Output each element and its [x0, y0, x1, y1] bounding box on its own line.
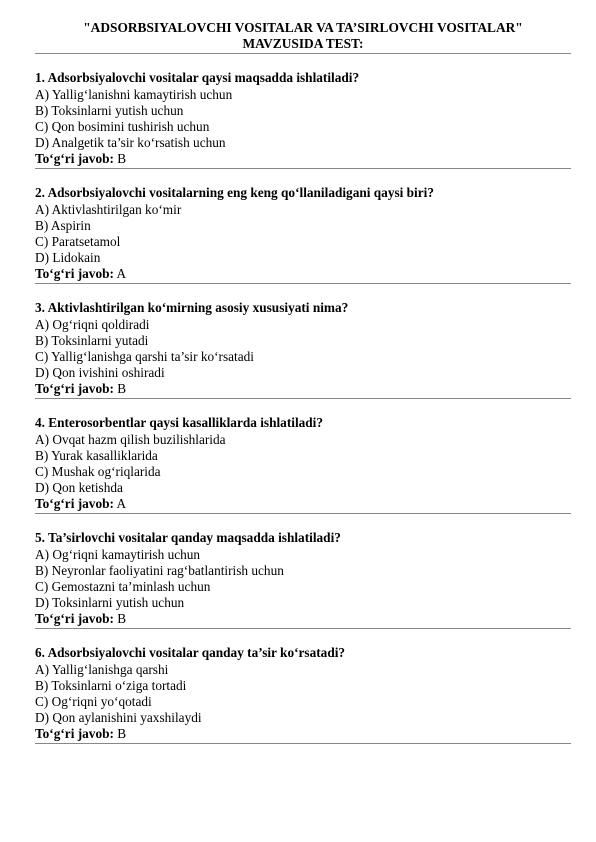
question-block-6 [35, 645, 571, 744]
option-a: A) Og‘riqni qoldiradi [35, 317, 150, 332]
answer-label: To‘g‘ri javob: [35, 151, 114, 166]
option-b: B) Neyronlar faoliyatini rag‘batlantirish uchun [35, 563, 284, 578]
answer-value: B [117, 381, 127, 396]
option-a: A) Ovqat hazm qilish buzilishlarida [35, 432, 226, 447]
correct-answer [35, 381, 571, 397]
answer-value: B [117, 726, 127, 741]
correct-answer [35, 151, 571, 167]
answer-value: B [117, 611, 127, 626]
option-d: D) Analgetik ta’sir ko‘rsatish uchun [35, 135, 226, 150]
document-title [35, 20, 571, 54]
answer-label: To‘g‘ri javob: [35, 266, 114, 281]
title-line-1: "ADSORBSIYALOVCHI VOSITALAR VA TA’SIRLOVCHI VOSITALAR" [83, 20, 523, 35]
title-line-2: MAVZUSIDA TEST: [242, 36, 364, 51]
option-a: A) Og‘riqni kamaytirish uchun [35, 547, 201, 562]
answer-label: To‘g‘ri javob: [35, 496, 114, 511]
correct-answer [35, 266, 571, 282]
option-b: B) Toksinlarni yutish uchun [35, 103, 184, 118]
answer-value: A [116, 496, 127, 511]
question-text: 2. Adsorbsiyalovchi vositalarning eng keng qo‘llaniladigani qaysi biri? [35, 185, 434, 200]
option-d: D) Qon ketishda [35, 480, 123, 495]
answer-label: To‘g‘ri javob: [35, 726, 114, 741]
option-a: A) Yallig‘lanishni kamaytirish uchun [35, 87, 233, 102]
option-b: B) Yurak kasalliklarida [35, 448, 158, 463]
option-d: D) Qon ivishini oshiradi [35, 365, 165, 380]
option-c: C) Mushak og‘riqlarida [35, 464, 161, 479]
option-b: B) Toksinlarni yutadi [35, 333, 149, 348]
question-block-3 [35, 300, 571, 399]
option-d: D) Lidokain [35, 250, 101, 265]
question-text: 4. Enterosorbentlar qaysi kasalliklarda ishlatiladi? [35, 415, 324, 430]
option-b: B) Toksinlarni o‘ziga tortadi [35, 678, 187, 693]
option-d: D) Qon aylanishini yaxshilaydi [35, 710, 202, 725]
answer-label: To‘g‘ri javob: [35, 381, 114, 396]
question-block-4 [35, 415, 571, 514]
correct-answer [35, 496, 571, 512]
option-b: B) Aspirin [35, 218, 91, 233]
correct-answer [35, 611, 571, 627]
question-block-5 [35, 530, 571, 629]
option-c: C) Qon bosimini tushirish uchun [35, 119, 210, 134]
question-text: 1. Adsorbsiyalovchi vositalar qaysi maqsadda ishlatiladi? [35, 70, 360, 85]
question-block-1 [35, 70, 571, 169]
answer-label: To‘g‘ri javob: [35, 611, 114, 626]
option-c: C) Gemostazni ta’minlash uchun [35, 579, 211, 594]
option-c: C) Yallig‘lanishga qarshi ta’sir ko‘rsatadi [35, 349, 254, 364]
question-block-2 [35, 185, 571, 284]
option-c: C) Paratsetamol [35, 234, 121, 249]
answer-value: B [117, 151, 127, 166]
question-text: 5. Ta’sirlovchi vositalar qanday maqsadda ishlatiladi? [35, 530, 341, 545]
answer-value: A [116, 266, 127, 281]
option-d: D) Toksinlarni yutish uchun [35, 595, 185, 610]
correct-answer [35, 726, 571, 742]
option-a: A) Yallig‘lanishga qarshi [35, 662, 169, 677]
option-a: A) Aktivlashtirilgan ko‘mir [35, 202, 182, 217]
question-text: 6. Adsorbsiyalovchi vositalar qanday ta’sir ko‘rsatadi? [35, 645, 346, 660]
option-c: C) Og‘riqni yo‘qotadi [35, 694, 152, 709]
question-text: 3. Aktivlashtirilgan ko‘mirning asosiy xususiyati nima? [35, 300, 349, 315]
